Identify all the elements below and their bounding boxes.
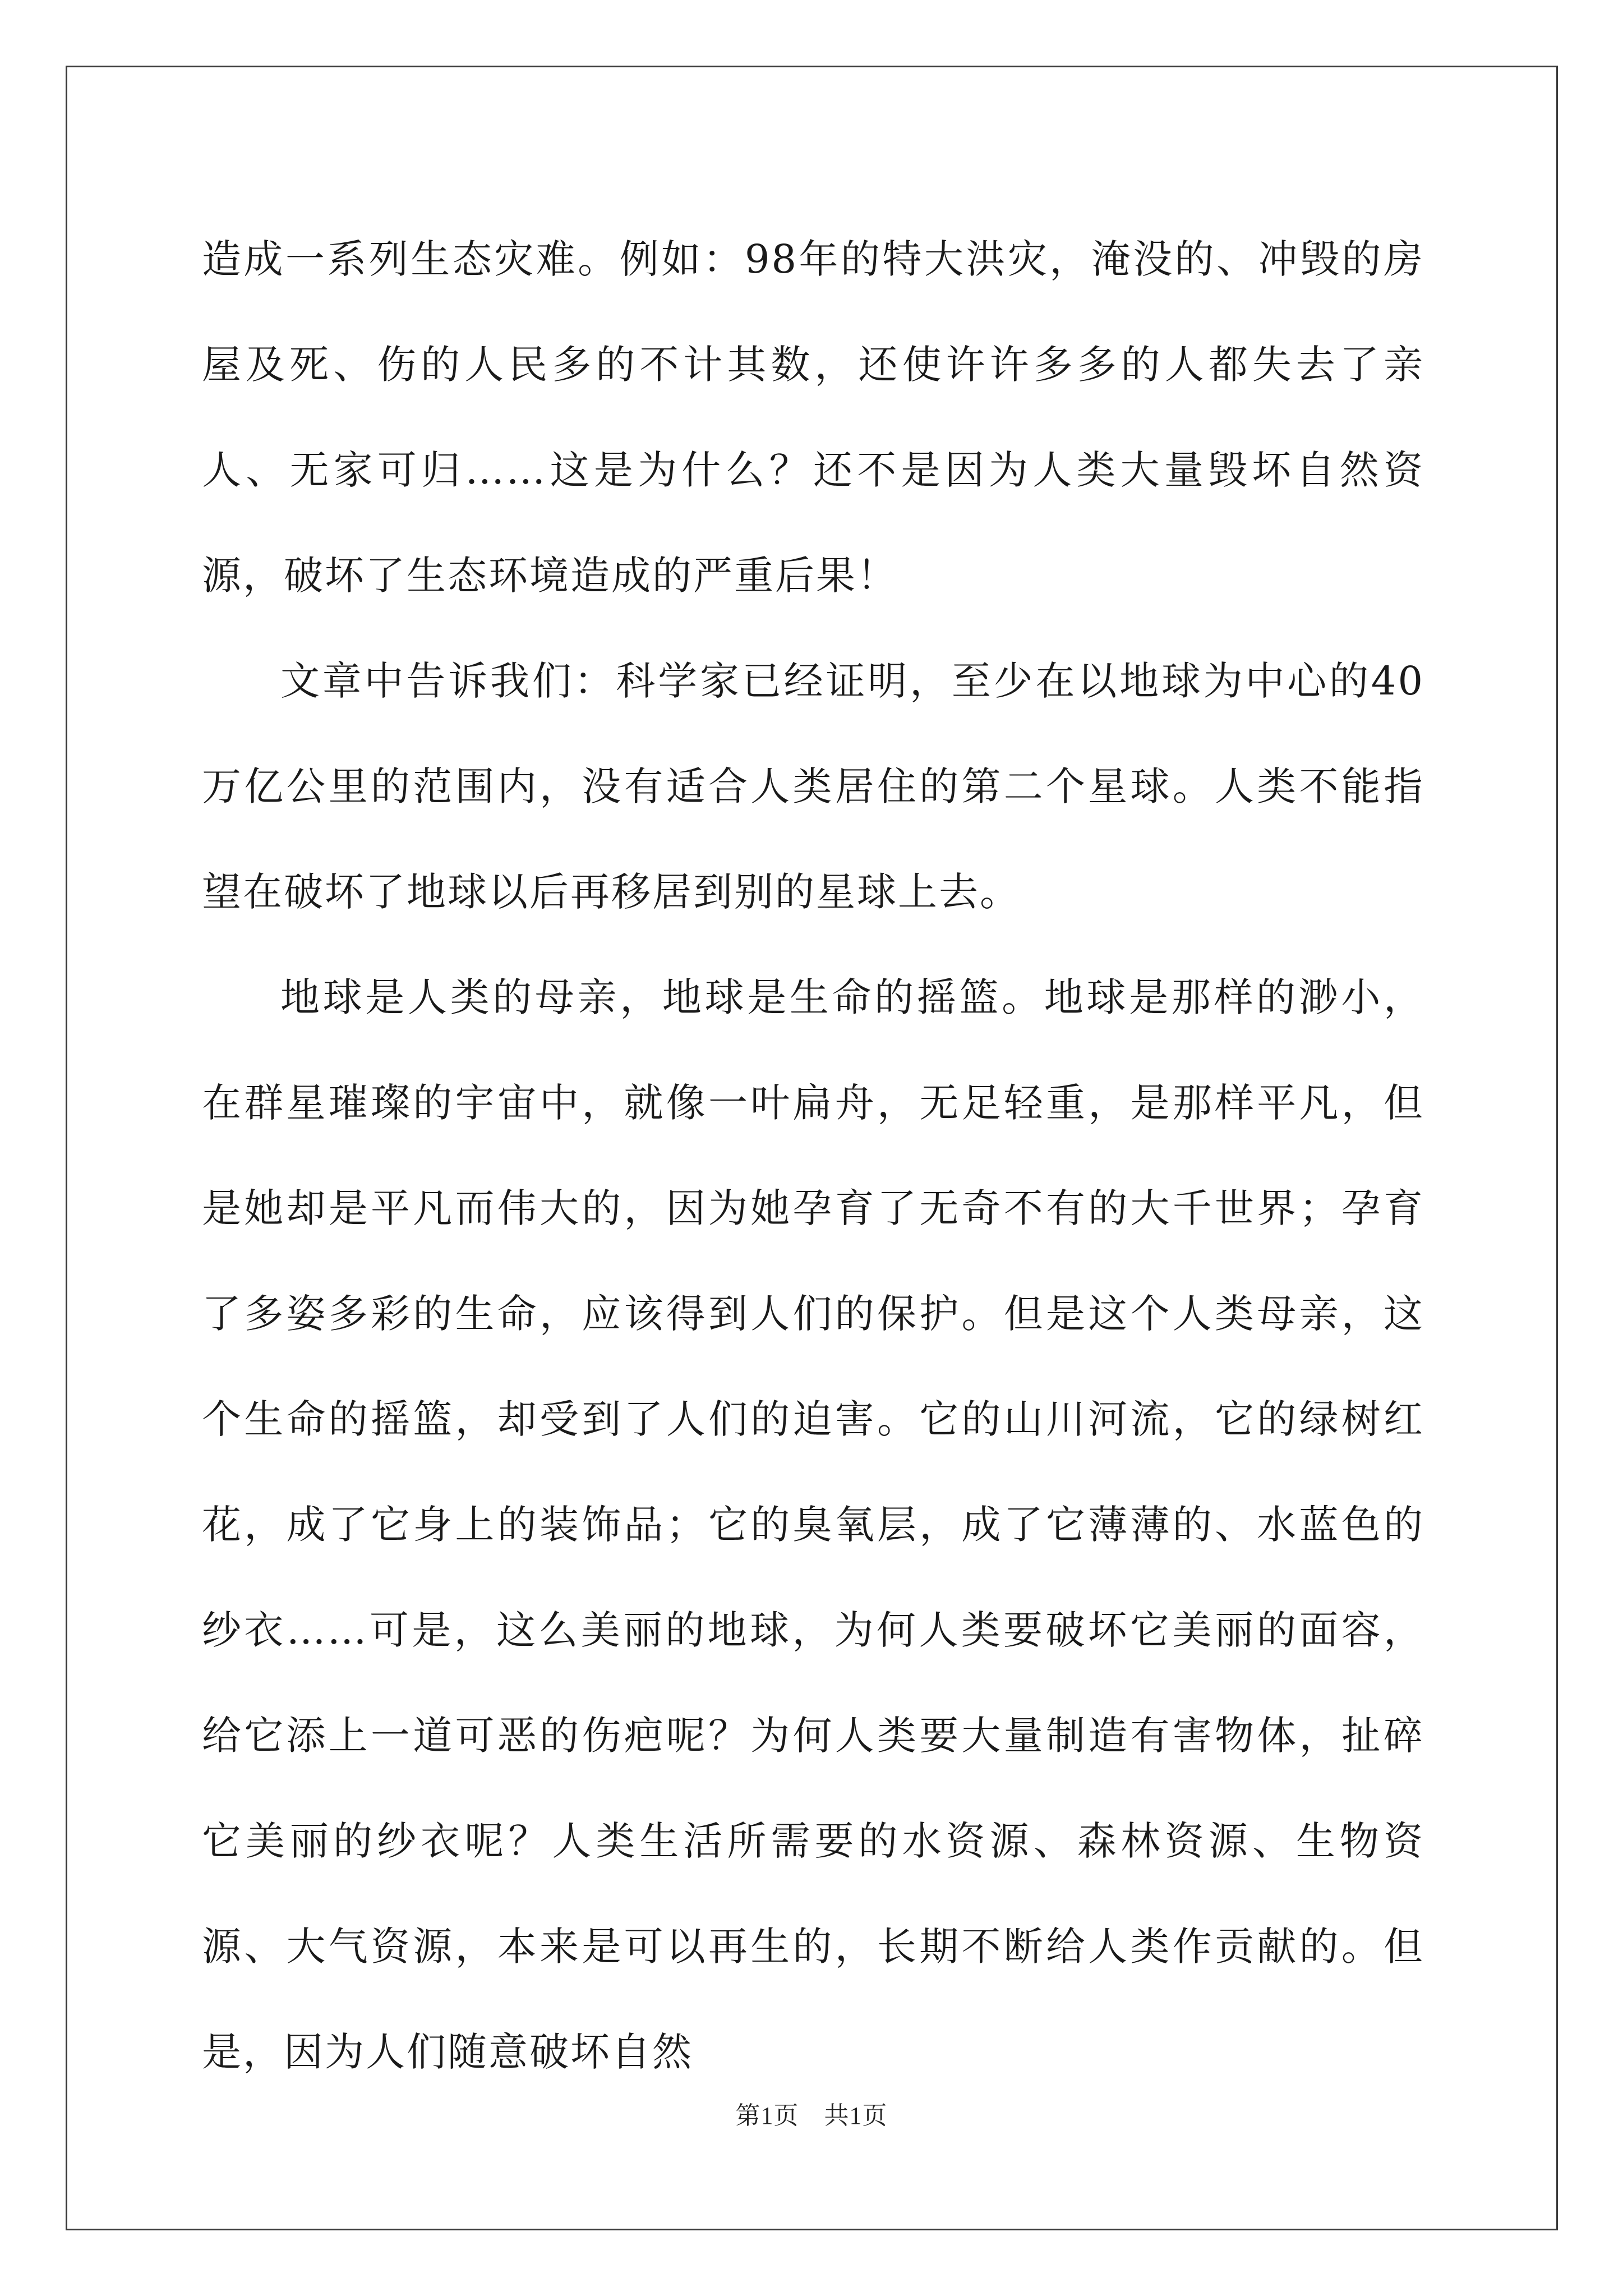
document-body: [202, 206, 1424, 2105]
paragraph-1: 造成一系列生态灾难。例如：98年的特大洪灾，淹没的、冲毁的房屋及死、伤的人民多的不计其数，还使许许多多的人都失去了亲人、无家可归……这是为什么？还不是因为人类大量毁坏自然资源，破坏了生态环境造成的严重后果！: [202, 236, 1424, 599]
page-number-label: 第1页 共1页: [735, 2102, 888, 2129]
paragraph-2: 文章中告诉我们：科学家已经证明，至少在以地球为中心的40万亿公里的范围内，没有适合人类居住的第二个星球。人类不能指望在破坏了地球以后再移居到别的星球上去。: [202, 658, 1424, 915]
paragraph-3: 地球是人类的母亲，地球是生命的摇篮。地球是那样的渺小，在群星璀璨的宇宙中，就像一叶扁舟，无足轻重，是那样平凡，但是她却是平凡而伟大的，因为她孕育了无奇不有的大千世界；孕育了多姿多彩的生命，应该得到人们的保护。但是这个人类母亲，这个生命的摇篮，却受到了人们的迫害。它的山川河流，它的绿树红花，成了它身上的装饰品；它的臭氧层，成了它薄薄的、水蓝色的纱衣……可是，这么美丽的地球，为何人类要破坏它美丽的面容，给它添上一道可恶的伤疤呢？为何人类要大量制造有害物体，扯碎它美丽的纱衣呢？人类生活所需要的水资源、森林资源、生物资源、大气资源，本来是可以再生的，长期不断给人类作贡献的。但是，因为人们随意破坏自然: [202, 974, 1424, 2075]
page-footer: [0, 2095, 1623, 2131]
